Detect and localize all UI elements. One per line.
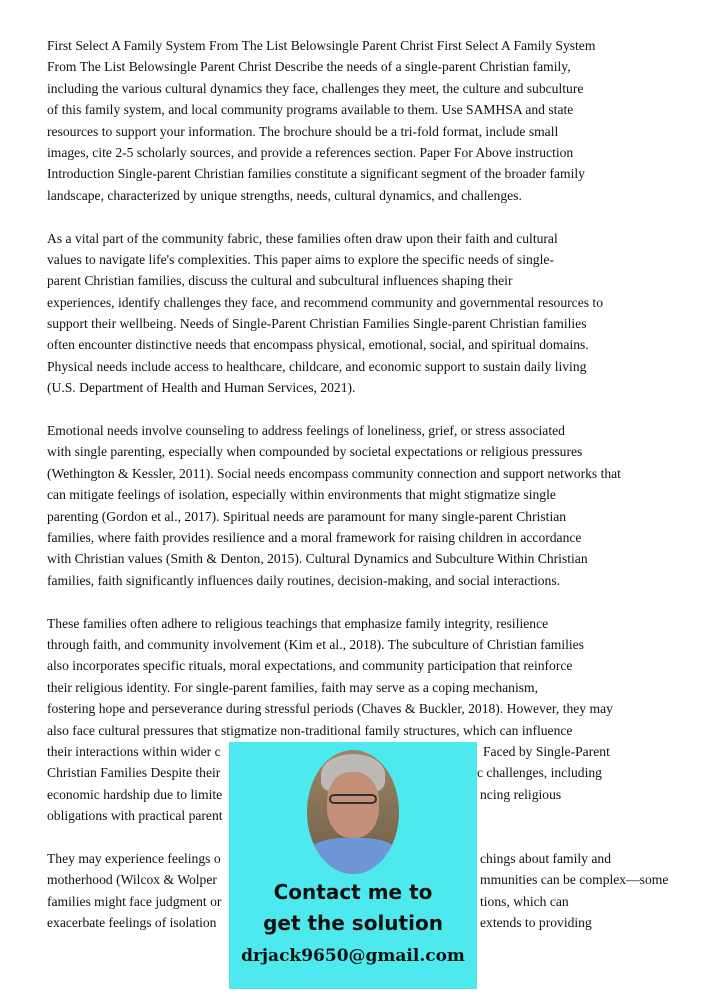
text-line: Introduction Single-parent Christian families constitute a significant segment of the broader family: [47, 166, 585, 182]
text-line: with single parenting, especially when compounded by societal expectations or religious pressures: [47, 444, 583, 460]
text-fragment: obligations with practical parent: [47, 808, 223, 824]
contact-email-link[interactable]: drjack9650@gmail.com: [241, 946, 465, 966]
text-fragment: chings about family and: [480, 850, 611, 866]
text-fragment: tions, which can: [480, 893, 569, 909]
ad-headline-line1: Contact me to: [273, 880, 433, 904]
text-line: These families often adhere to religious teachings that emphasize family integrity, resilience: [47, 615, 549, 631]
text-fragment: Christian Families Despite their: [47, 765, 221, 781]
text-fragment: ncing religious: [480, 786, 562, 802]
text-line: families, faith significantly influences daily routines, decision-making, and social interactions.: [47, 572, 561, 588]
text-fragment: their interactions within wider c: [47, 743, 221, 759]
ad-headline-line2: get the solution: [263, 911, 443, 935]
text-line: Physical needs include access to healthcare, childcare, and economic support to sustain daily living: [47, 358, 587, 374]
text-line: parent Christian families, discuss the cultural and subcultural influences shaping their: [47, 273, 513, 289]
text-line: their religious identity. For single-parent families, faith may serve as a coping mechanism,: [47, 679, 539, 695]
text-fragment: economic hardship due to limite: [47, 786, 223, 802]
profile-photo: [307, 750, 399, 874]
text-line: landscape, characterized by unique strengths, needs, cultural dynamics, and challenges.: [47, 187, 522, 203]
text-line: images, cite 2-5 scholarly sources, and provide a references section. Paper For Above instruction: [47, 144, 574, 160]
text-line: also face cultural pressures that stigmatize non-traditional family structures, which can influence: [47, 722, 573, 738]
text-line: can mitigate feelings of isolation, especially within environments that might stigmatize single: [47, 487, 556, 503]
text-line: values to navigate life's complexities. This paper aims to explore the specific needs of single-: [47, 251, 554, 267]
text-line: From The List Belowsingle Parent Christ Describe the needs of a single-parent Christian family,: [47, 59, 571, 75]
paragraph-3: [47, 420, 687, 591]
paragraph-2: [47, 228, 687, 399]
text-line: parenting (Gordon et al., 2017). Spiritual needs are paramount for many single-parent Christian: [47, 508, 567, 524]
text-line: First Select A Family System From The List Belowsingle Parent Christ First Select A Family System: [47, 38, 596, 53]
text-line: fostering hope and perseverance during stressful periods (Chaves & Buckler, 2018). However, they may: [47, 701, 613, 717]
text-line: including the various cultural dynamics they face, challenges they meet, the culture and subculture: [47, 80, 584, 96]
text-fragment: extends to providing: [480, 915, 592, 931]
text-line: of this family system, and local community programs available to them. Use SAMHSA and state: [47, 102, 574, 118]
text-line: resources to support your information. The brochure should be a tri-fold format, include small: [47, 123, 559, 139]
text-line: support their wellbeing. Needs of Single-Parent Christian Families Single-parent Christian families: [47, 316, 587, 332]
text-line: with Christian values (Smith & Denton, 2015). Cultural Dynamics and Subculture Within Christian: [47, 551, 588, 567]
text-line: Emotional needs involve counseling to address feelings of loneliness, grief, or stress associated: [47, 423, 565, 439]
text-fragment: Faced by Single-Parent: [483, 743, 610, 759]
text-line: (Wethington & Kessler, 2011). Social needs encompass community connection and support networks that: [47, 465, 621, 481]
text-line: often encounter distinctive needs that encompass physical, emotional, social, and spiritual domains.: [47, 337, 589, 353]
text-line: As a vital part of the community fabric, these families often draw upon their faith and cultural: [47, 230, 558, 246]
text-fragment: They may experience feelings o: [47, 850, 221, 866]
paragraph-1: [47, 35, 687, 206]
text-fragment: exacerbate feelings of isolation: [47, 915, 217, 931]
text-line: experiences, identify challenges they face, and recommend community and governmental resources to: [47, 294, 603, 310]
text-line: families, where faith provides resilience and a moral framework for raising children in accordance: [47, 529, 582, 545]
text-fragment: c challenges, including: [477, 765, 602, 781]
text-fragment: motherhood (Wilcox & Wolper: [47, 872, 217, 888]
text-fragment: mmunities can be complex—some: [480, 872, 669, 888]
text-fragment: families might face judgment or: [47, 893, 222, 909]
text-line: through faith, and community involvement (Kim et al., 2018). The subculture of Christian families: [47, 636, 584, 652]
contact-ad-overlay[interactable]: [229, 742, 477, 989]
text-line: also incorporates specific rituals, moral expectations, and community participation that reinforce: [47, 658, 573, 674]
text-line: (U.S. Department of Health and Human Services, 2021).: [47, 380, 356, 396]
